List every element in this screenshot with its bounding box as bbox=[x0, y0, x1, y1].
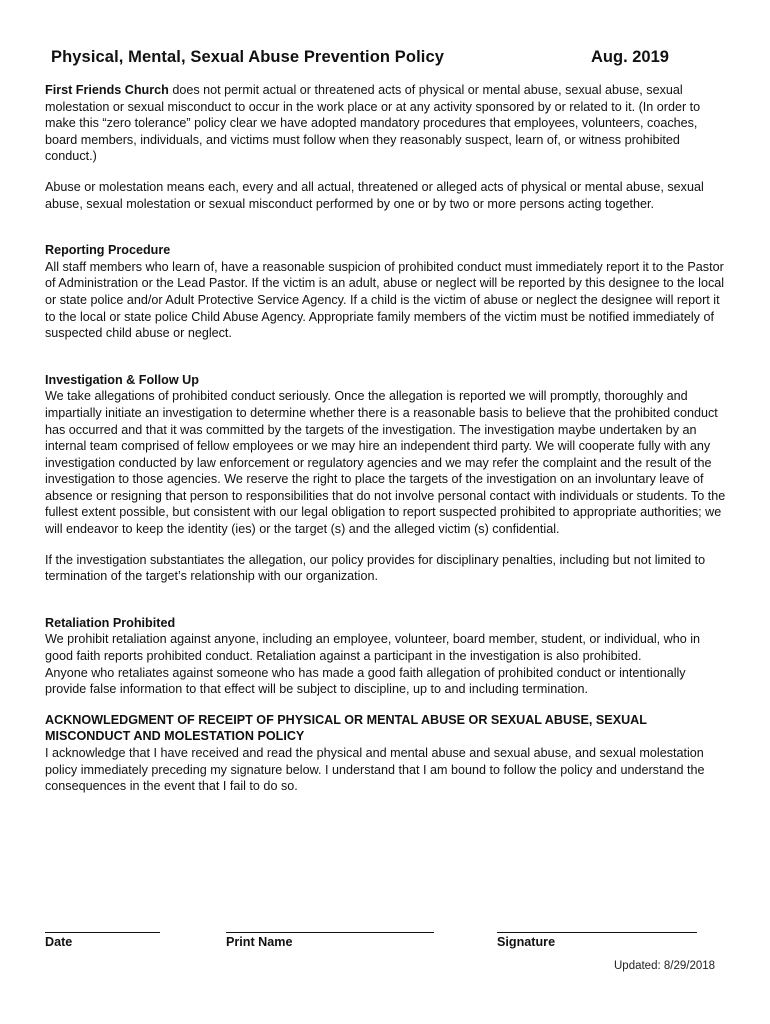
intro-paragraph bbox=[45, 82, 729, 165]
print-name-line[interactable] bbox=[226, 920, 434, 933]
acknowledgment-section bbox=[45, 712, 729, 795]
retaliation-discipline-text: Anyone who retaliates against someone who has made a good faith allegation of prohibited conduct or intentionally provide false information to that effect will be subject to discipline, up to and including termination. bbox=[45, 665, 686, 697]
print-name-signature-block bbox=[226, 920, 434, 949]
investigation-heading: Investigation & Follow Up bbox=[45, 372, 199, 387]
acknowledgment-heading: ACKNOWLEDGMENT OF RECEIPT OF PHYSICAL OR MENTAL ABUSE OR SEXUAL ABUSE, SEXUAL MISCONDUCT AND MOLESTATION POLICY bbox=[45, 712, 647, 744]
document-date: Aug. 2019 bbox=[591, 48, 669, 66]
document-title: Physical, Mental, Sexual Abuse Prevention Policy bbox=[51, 48, 444, 66]
date-label: Date bbox=[45, 935, 73, 949]
print-name-label: Print Name bbox=[226, 935, 293, 949]
intro-text: does not permit actual or threatened acts of physical or mental abuse, sexual abuse, sexual molestation or sexual misconduct to occur in the work place or at any activity sponsored by or related to it. (In order to make this “zero tolerance” policy clear we have adopted mandatory procedures that employees, volunteers, coaches, board members, individuals, and victims must follow when they reasonably suspect, learn of, or witness prohibited conduct.) bbox=[45, 83, 701, 164]
signature-block bbox=[497, 920, 697, 949]
investigation-outcome-text: If the investigation substantiates the allegation, our policy provides for disciplinary penalties, including but not limited to termination of the target’s relationship with our organization. bbox=[45, 552, 706, 584]
document-header bbox=[45, 44, 729, 74]
policy-document bbox=[45, 44, 729, 795]
signature-row bbox=[45, 920, 729, 960]
signature-label: Signature bbox=[497, 935, 556, 949]
acknowledgment-text: I acknowledge that I have received and read the physical and mental abuse and sexual abuse, and sexual molestation policy immediately preceding my signature below. I understand that I am bound to follow the policy and understand the consequences in the event that I fail to do so. bbox=[45, 746, 705, 794]
reporting-text: All staff members who learn of, have a reasonable suspicion of prohibited conduct must immediately report it to the Pastor of Administration or the Lead Pastor. If the victim is an adult, abuse or neglect will be reported by this designee to the local or state police and/or Adult Protective Service Agency. If a child is the victim of abuse or neglect the designee will report it to the local or state police Child Abuse Agency. Appropriate family members of the victim must be notified immediately of suspected child abuse or neglect. bbox=[45, 259, 725, 341]
retaliation-text: We prohibit retaliation against anyone, including an employee, volunteer, board member, student, or individual, who in good faith reports prohibited conduct. Retaliation against a participant in the investigation is also prohibited. bbox=[45, 632, 701, 664]
reporting-section bbox=[45, 242, 729, 342]
retaliation-heading: Retaliation Prohibited bbox=[45, 615, 176, 630]
signature-line[interactable] bbox=[497, 920, 697, 933]
investigation-text: We take allegations of prohibited conduct seriously. Once the allegation is reported we will promptly, thoroughly and impartially initiate an investigation to determine whether there is a reasonable basis to believe that the prohibited conduct has occurred and that it was committed by the targets of the investigation. The investigation maybe undertaken by an internal team comprised of fellow employees or we may hire an independent third party. We will cooperate fully with any investigation conducted by law enforcement or regulatory agencies and we may refer the complaint and the result of the investigation to those agencies. We reserve the right to place the targets of the investigation on an involuntary leave of absence or resigning that person to responsibilities that do not involve personal contact with individuals or students. To the fullest extent possible, but consistent with our legal obligation to report suspected prohibited to appropriate authorities; we will endeavor to keep the identity (ies) or the target (s) and the alleged victim (s) confidential. bbox=[45, 389, 726, 537]
date-signature-block bbox=[45, 920, 160, 949]
investigation-section bbox=[45, 372, 729, 585]
date-line[interactable] bbox=[45, 920, 160, 933]
definition-paragraph: Abuse or molestation means each, every and all actual, threatened or alleged acts of physical or mental abuse, sexual abuse, sexual molestation or sexual misconduct performed by one or by two or more persons acting together. bbox=[45, 179, 704, 211]
reporting-heading: Reporting Procedure bbox=[45, 243, 171, 258]
retaliation-section bbox=[45, 615, 729, 698]
updated-date: Updated: 8/29/2018 bbox=[614, 960, 716, 972]
organization-name: First Friends Church bbox=[45, 83, 169, 97]
